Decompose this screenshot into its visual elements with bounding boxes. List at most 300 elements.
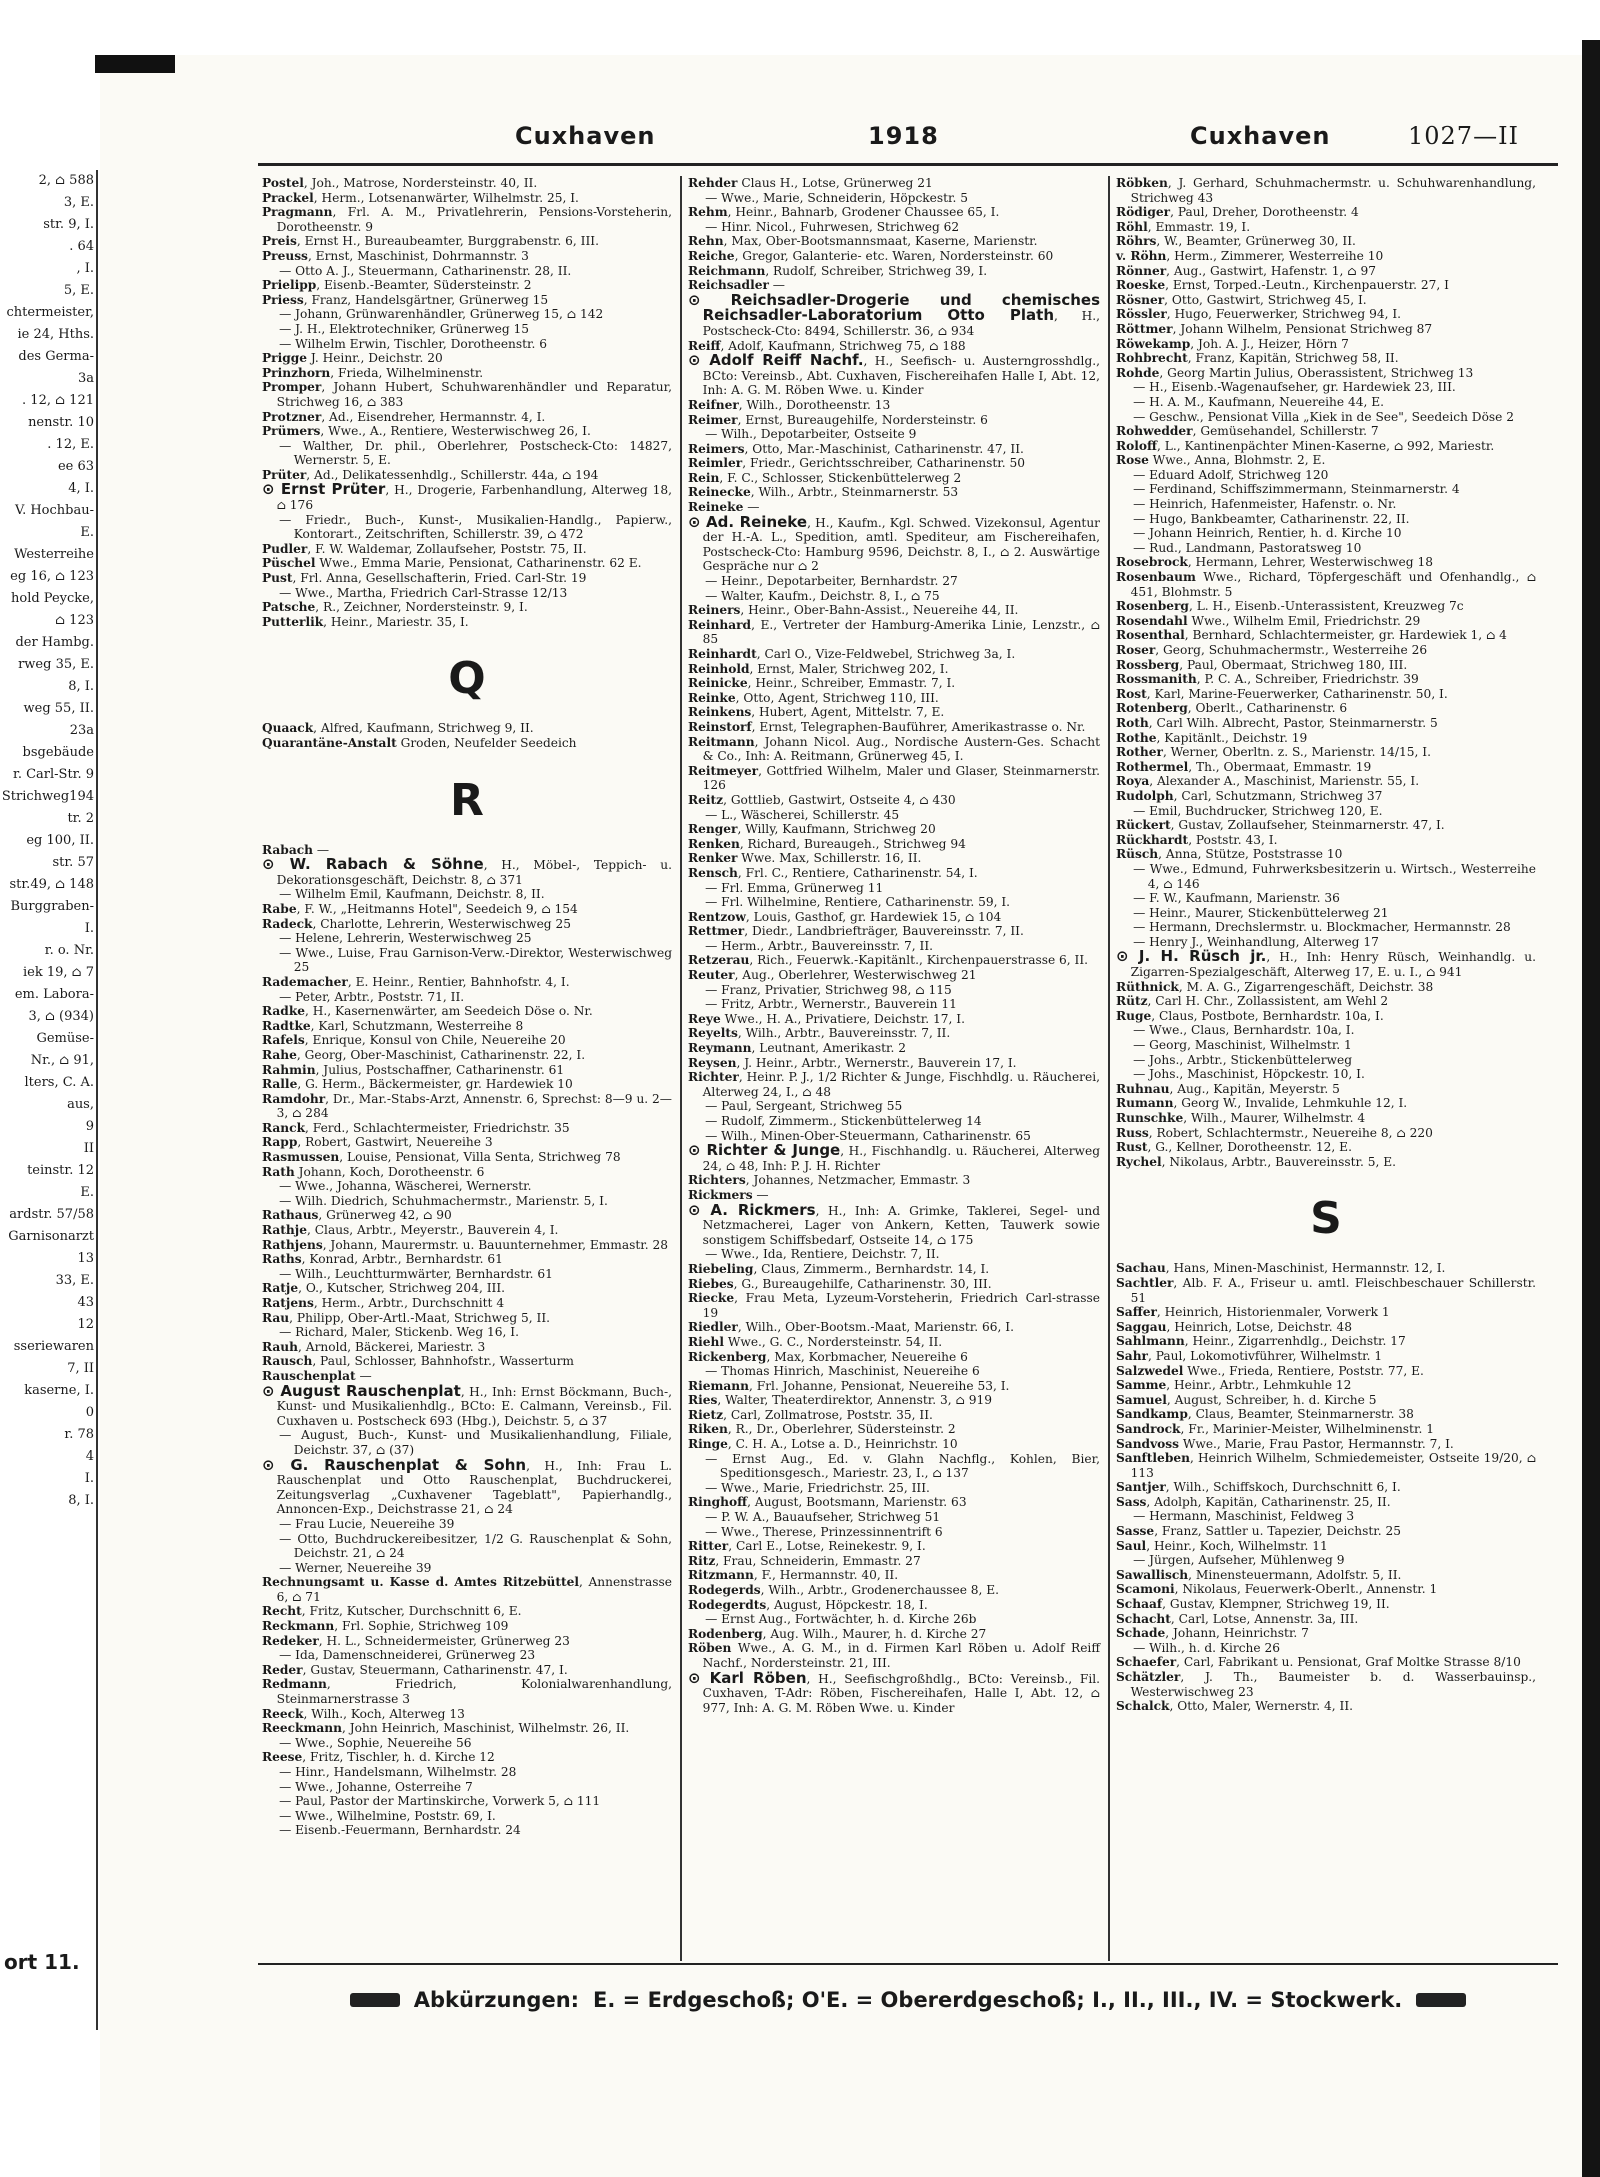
entry-name: Rothe (1116, 730, 1157, 745)
entry-name: Rehn (688, 234, 724, 249)
directory-entry (688, 1200, 1100, 1248)
entry-name: Rothermel (1116, 759, 1189, 774)
entry-name: Rodegerdts (688, 1597, 767, 1612)
gutter-line: Nr., ⌂ 91, (30, 1053, 94, 1068)
directory-entry (1116, 1699, 1536, 1714)
entry-name: Promper (262, 380, 322, 395)
directory-entry (262, 439, 672, 468)
entry-details: , O., Kutscher, Strichweg 204, III. (298, 1281, 506, 1296)
entry-name: Reifner (688, 397, 739, 412)
directory-entry (262, 205, 672, 234)
entry-name: Rosenthal (1116, 628, 1185, 643)
entry-details: , F. W. Waldemar, Zollaufseher, Poststr. 75, II. (307, 541, 587, 556)
entry-details: , Otto, Gastwirt, Strichweg 45, I. (1164, 292, 1367, 307)
entry-name: Sandkamp (1116, 1407, 1188, 1422)
entry-details: , Heinr., Bahnarb, Grodener Chaussee 65, I. (727, 205, 1000, 220)
directory-entry (1116, 891, 1536, 906)
entry-name: Rietz (688, 1407, 724, 1422)
section-letter: S (1310, 1193, 1342, 1245)
entry-name: Roeske (1116, 278, 1166, 293)
directory-entry (262, 1677, 672, 1706)
directory-entry (1116, 512, 1536, 527)
entry-details: Wwe., Marie, Frau Pastor, Hermannstr. 7, I. (1179, 1436, 1454, 1451)
entry-details: , Oberlt., Catharinenstr. 6 (1187, 701, 1348, 716)
directory-entry (688, 793, 1100, 808)
directory-entry (262, 482, 672, 512)
entry-details: — Paul, Sergeant, Strichweg 55 (705, 1099, 903, 1114)
entry-name: Rensch (688, 865, 738, 880)
directory-entry (262, 1033, 672, 1048)
directory-entry (1116, 672, 1536, 687)
directory-entry (262, 990, 672, 1005)
entry-name: Reinicke (688, 676, 748, 691)
directory-entry (262, 1092, 672, 1121)
entry-details: , Gemüsehandel, Schillerstr. 7 (1192, 424, 1379, 439)
footer-label: Abkürzungen: (413, 1988, 580, 2012)
entry-details: Groden, Neufelder Seedeich (396, 736, 577, 750)
directory-entry (1116, 1655, 1536, 1670)
gutter-line: Westerreihe (14, 547, 94, 562)
directory-entry (1116, 366, 1536, 381)
entry-details: J. Heinr., Deichstr. 20 (307, 351, 443, 366)
directory-entry (1116, 789, 1536, 804)
directory-entry (1116, 1305, 1536, 1320)
directory-entry (688, 676, 1100, 691)
directory-entry (688, 895, 1100, 910)
gutter-line: I. (84, 921, 94, 936)
directory-entry (688, 924, 1100, 939)
entry-name: Rotenberg (1116, 701, 1188, 716)
entry-details: , Paul, Schlosser, Bahnhofstr., Wasserturm (312, 1354, 574, 1369)
entry-name: Rychel (1116, 1154, 1162, 1169)
directory-entry (1116, 1553, 1536, 1568)
entry-name: Rodenberg (688, 1626, 763, 1641)
entry-details: , Hubert, Agent, Mittelstr. 7, E. (751, 705, 945, 720)
directory-entry (262, 1532, 672, 1561)
directory-entry (1116, 526, 1536, 541)
directory-entry (1116, 731, 1536, 746)
directory-entry (262, 176, 672, 191)
entry-details: , Fritz, Tischler, h. d. Kirche 12 (302, 1750, 495, 1765)
directory-entry (262, 1208, 672, 1223)
entry-details: , Poststr. 43, I. (1188, 832, 1278, 847)
entry-name: Reinecke (688, 485, 751, 500)
entry-details: , Gustav, Klempner, Strichweg 19, II. (1162, 1597, 1390, 1612)
entry-details: Wwe., H. A., Privatiere, Deichstr. 17, I. (720, 1011, 965, 1026)
entry-details: , H., Inh: A. Grimke, Taklerei, Segel- und Netzmacherei, Lager von Ankern, Ketten, Tauwerk sowie sonstigem Schiffsbedarf, Ostseite 14, ⌂ 175 (702, 1203, 1100, 1247)
gutter-line: str. 57 (52, 855, 94, 870)
entry-name: Roth (1116, 715, 1149, 730)
directory-entry (262, 1179, 672, 1194)
entry-details: , L. H., Eisenb.-Unterassistent, Kreuzweg 7c (1188, 599, 1464, 614)
directory-entry (262, 264, 672, 279)
directory-entry (1116, 1524, 1536, 1539)
entry-details: Wwe., G. C., Nordersteinstr. 54, II. (724, 1334, 943, 1349)
entry-name: Röbken (1116, 176, 1168, 190)
gutter-line: V. Hochbau- (14, 503, 94, 518)
column-3 (1116, 176, 1536, 1714)
entry-details: , Carl E., Lotse, Reinekestr. 9, I. (728, 1539, 926, 1554)
entry-details: , Herm., Lotsenanwärter, Wilhelmstr. 25, I. (313, 190, 579, 205)
gutter-line: 5, E. (63, 283, 94, 298)
directory-entry (688, 1408, 1100, 1423)
entry-name: Ritter (688, 1539, 729, 1554)
entry-details: , Dr., Mar.-Stabs-Arzt, Annenstr. 6, Sprechst: 8—9 u. 2—3, ⌂ 284 (276, 1091, 672, 1121)
entry-details: , Paul, Dreher, Dorotheenstr. 4 (1170, 205, 1359, 220)
directory-entry (262, 1194, 672, 1209)
directory-entry (262, 586, 672, 601)
entry-details: , Frau Meta, Lyzeum-Vorsteherin, Friedrich Carl-strasse 19 (702, 1291, 1100, 1320)
directory-entry (262, 975, 672, 990)
entry-details: , Hermann, Lehrer, Westerwischweg 18 (1187, 555, 1433, 570)
entry-name: Riecke (688, 1291, 735, 1306)
entry-name: Reeckmann (262, 1721, 343, 1736)
entry-name: Reichmann (688, 263, 766, 278)
entry-name: Rathjens (262, 1237, 323, 1252)
directory-entry (262, 556, 672, 571)
entry-name: Retzerau (688, 953, 750, 968)
directory-entry (688, 939, 1100, 954)
directory-entry (688, 764, 1100, 793)
entry-details: , H., Postscheck-Cto: 8494, Schillerstr. 36, ⌂ 934 (702, 309, 1100, 338)
entry-name: Ratje (262, 1281, 299, 1296)
entry-details: , Ernst, Telegraphen-Bauführer, Amerikastrasse o. Nr. (751, 719, 1086, 734)
entry-details: , Wilh., Arbtr., Bauvereinsstr. 7, II. (737, 1026, 951, 1041)
entry-name: Prielipp (262, 278, 317, 293)
gutter-line: Gemüse- (36, 1031, 94, 1046)
directory-entry (262, 1381, 672, 1429)
entry-details: , G. Herm., Bäckermeister, gr. Hardewiek 10 (297, 1077, 573, 1092)
directory-entry (1116, 1670, 1536, 1699)
entry-details: , Nikolaus, Arbtr., Bauvereinsstr. 5, E. (1161, 1154, 1397, 1169)
gutter-line: kaserne, I. (24, 1383, 94, 1398)
entry-details: , Franz, Sattler u. Tapezier, Deichstr. 25 (1154, 1524, 1401, 1539)
footer-text: E. = Erdgeschoß; O'E. = Obererdgeschoß; I., II., III., IV. = Stockwerk. (593, 1988, 1403, 2012)
directory-entry (688, 1627, 1100, 1642)
entry-name: v. Röhn (1116, 248, 1167, 263)
directory-entry (1116, 307, 1536, 322)
entry-name: Priess (262, 292, 304, 307)
entry-details: , W., Beamter, Grünerweg 30, II. (1156, 234, 1356, 249)
directory-entry (688, 1041, 1100, 1056)
entry-name: Sanftleben (1116, 1451, 1190, 1466)
entry-name: Ranck (262, 1120, 306, 1135)
directory-entry (688, 808, 1100, 823)
directory-entry (1116, 1509, 1536, 1524)
pointing-hand-icon (1416, 1993, 1466, 2007)
directory-entry (688, 1173, 1100, 1188)
entry-details: , Carl H. Chr., Zollassistent, am Wehl 2 (1147, 994, 1389, 1009)
directory-entry (688, 1364, 1100, 1379)
entry-details: , R., Dr., Oberlehrer, Südersteinstr. 2 (727, 1422, 956, 1437)
header-city-left: Cuxhaven (515, 122, 656, 150)
gutter-line: 4 (85, 1449, 94, 1464)
entry-name: ⊙ Karl Röben (688, 1668, 807, 1687)
directory-entry (1116, 716, 1536, 731)
directory-entry (1116, 1009, 1536, 1024)
directory-entry (262, 857, 672, 887)
entry-name: Rossmanith (1116, 672, 1197, 687)
entry-name: Röhrs (1116, 234, 1157, 249)
directory-entry (688, 471, 1100, 486)
entry-details: , Walter, Theaterdirektor, Annenstr. 3, ⌂ 919 (717, 1393, 992, 1408)
entry-details: , Ferd., Schlachtermeister, Friedrichstr. 35 (305, 1120, 570, 1135)
entry-name: Postel (262, 176, 304, 190)
directory-entry (688, 413, 1100, 428)
entry-name: ⊙ Ernst Prüter (262, 480, 386, 499)
entry-details: — Wilh., Depotarbeiter, Ostseite 9 (705, 427, 917, 442)
entry-details: , Paul, Lokomotivführer, Wilhelmstr. 1 (1147, 1348, 1383, 1363)
entry-details: — F. W., Kaufmann, Marienstr. 36 (1133, 891, 1340, 906)
directory-entry (1116, 1437, 1536, 1452)
entry-name: Riemann (688, 1378, 750, 1393)
entry-details: , Wilh., Arbtr., Grodenerchaussee 8, E. (760, 1583, 1000, 1597)
directory-entry (688, 205, 1100, 220)
gutter-line: lters, C. A. (24, 1075, 94, 1090)
entry-details: — Wwe., Marie, Schneiderin, Höpckestr. 5 (705, 190, 969, 205)
entry-name: Prinzhorn (262, 365, 331, 380)
directory-entry (688, 485, 1100, 500)
directory-entry (262, 1048, 672, 1063)
directory-entry (1116, 497, 1536, 512)
entry-details: Wwe., Frieda, Rentiere, Poststr. 77, E. (1183, 1363, 1424, 1378)
directory-entry (1116, 1422, 1536, 1437)
directory-entry (688, 997, 1100, 1012)
section-letter: Q (448, 653, 486, 705)
entry-name: Prigge (262, 351, 308, 366)
directory-entry (688, 837, 1100, 852)
directory-entry (1116, 1480, 1536, 1495)
entry-details: — Hinr. Nicol., Fuhrwesen, Strichweg 62 (705, 219, 960, 234)
entry-details: — Rud., Landmann, Pastoratsweg 10 (1133, 540, 1362, 555)
directory-entry (262, 1561, 672, 1576)
header-city-right: Cuxhaven (1190, 122, 1331, 150)
entry-details: — Jürgen, Aufseher, Mühlenweg 9 (1133, 1553, 1345, 1568)
entry-details: , Werner, Oberltn. z. S., Marienstr. 14/15, I. (1162, 745, 1431, 760)
entry-details: , Louis, Gasthof, gr. Hardewiek 15, ⌂ 104 (745, 909, 1002, 924)
entry-name: Reinkens (688, 705, 752, 720)
entry-details: , H., Kasernenwärter, am Seedeich Döse o. Nr. (305, 1004, 593, 1019)
entry-details: , Leutnant, Amerikastr. 2 (751, 1041, 906, 1056)
entry-details: — Wwe., Johanna, Wäscherei, Wernerstr. (279, 1179, 532, 1194)
entry-name: Pudler (262, 541, 308, 556)
entry-details: — Wwe., Claus, Bernhardstr. 10a, I. (1133, 1023, 1355, 1038)
directory-entry (1116, 1261, 1536, 1276)
entry-details: , Hans, Minen-Maschinist, Hermannstr. 12, I. (1165, 1261, 1446, 1276)
entry-details: — (355, 1368, 372, 1383)
directory-entry (1116, 1393, 1536, 1408)
directory-entry (688, 618, 1100, 647)
directory-entry (688, 1099, 1100, 1114)
entry-name: Schätzler (1116, 1670, 1181, 1684)
gutter-line: 3, E. (63, 195, 94, 210)
directory-entry (1116, 249, 1536, 264)
entry-details: , Max, Korbmacher, Neuereihe 6 (766, 1349, 968, 1364)
entry-details: , Johann Hubert, Schuhwarenhändler und Reparatur, Strichweg 16, ⌂ 383 (276, 380, 672, 409)
entry-details: — Wilh., Minen-Ober-Steuermann, Catharinenstr. 65 (705, 1128, 1031, 1143)
entry-name: Rose (1116, 453, 1149, 468)
entry-name: Reiff (688, 338, 721, 353)
directory-entry (1116, 949, 1536, 979)
entry-name: ⊙ W. Rabach & Söhne (262, 855, 484, 874)
entry-details: , Frl. Anna, Gesellschafterin, Fried. Carl-Str. 19 (292, 571, 587, 586)
directory-entry (688, 1525, 1100, 1540)
directory-entry (262, 1063, 672, 1078)
directory-entry (1116, 482, 1536, 497)
entry-name: Radtke (262, 1018, 311, 1033)
gutter-line: aus, (67, 1097, 94, 1112)
entry-details: , Alfred, Kaufmann, Strichweg 9, II. (313, 721, 534, 736)
directory-entry (262, 542, 672, 557)
pointing-hand-icon (350, 1993, 400, 2007)
entry-details: — Franz, Privatier, Strichweg 98, ⌂ 115 (705, 982, 952, 997)
entry-name: Riebes (688, 1276, 734, 1291)
directory-entry (688, 249, 1100, 264)
entry-details: — Walter, Kaufm., Deichstr. 8, I., ⌂ 75 (705, 588, 940, 603)
entry-details: , Heinrich, Historienmaler, Vorwerk 1 (1156, 1305, 1390, 1320)
entry-name: Riken (688, 1422, 728, 1437)
directory-entry (262, 887, 672, 902)
footer-rule (258, 1963, 1558, 1965)
gutter-line: 9 (85, 1119, 94, 1134)
directory-entry (262, 1135, 672, 1150)
entry-details: , H., Fischhandlg. u. Räucherei, Alterweg 24, ⌂ 48, Inh: P. J. H. Richter (702, 1144, 1100, 1173)
entry-details: , Ad., Delikatessenhdlg., Schillerstr. 44a, ⌂ 194 (306, 467, 599, 482)
entry-details: , Kapitänlt., Deichstr. 19 (1156, 730, 1308, 745)
gutter-line: eg 100, II. (26, 833, 94, 848)
entry-details: Wwe., Richard, Töpfergeschäft und Ofenhandlg., ⌂ 451, Blohmstr. 5 (1130, 570, 1536, 599)
entry-name: Reese (262, 1750, 303, 1765)
entry-details: — Heinrich, Hafenmeister, Hafenstr. o. Nr. (1133, 497, 1397, 512)
entry-details: — Emil, Buchdrucker, Strichweg 120, E. (1133, 803, 1383, 818)
gutter-line: , I. (76, 261, 94, 276)
entry-name: Reimler (688, 456, 743, 471)
entry-name: Reinke (688, 690, 736, 705)
entry-name: Runschke (1116, 1111, 1184, 1125)
entry-name: Renken (688, 836, 740, 851)
entry-details: — Paul, Pastor der Martinskirche, Vorwerk 5, ⌂ 111 (279, 1794, 601, 1809)
entry-details: — Wwe., Luise, Frau Garnison-Verw.-Direktor, Westerwischweg 25 (279, 945, 672, 975)
entry-name: Rosenberg (1116, 599, 1189, 614)
entry-name: Rasmussen (262, 1150, 340, 1165)
directory-entry (688, 720, 1100, 735)
entry-name: Rost (1116, 686, 1147, 701)
directory-entry (262, 1780, 672, 1795)
directory-entry (262, 1750, 672, 1765)
entry-name: Patsche (262, 600, 316, 615)
entry-details: — Ida, Damenschneiderei, Grünerweg 23 (279, 1648, 536, 1663)
gutter-line: 3a (77, 371, 94, 386)
entry-name: Pust (262, 571, 293, 586)
directory-entry (688, 427, 1100, 442)
entry-details: , Frieda, Wilhelminenstr. (330, 365, 484, 380)
directory-entry (1116, 293, 1536, 308)
directory-entry (262, 410, 672, 425)
entry-name: Riedler (688, 1320, 738, 1335)
entry-name: Rapp (262, 1135, 298, 1150)
entry-name: Roser (1116, 643, 1156, 657)
entry-details: — Frau Lucie, Neuereihe 39 (279, 1516, 455, 1531)
entry-details: , J. Gerhard, Schuhmachermstr. u. Schuhwarenhandlung, Strichweg 43 (1130, 176, 1536, 205)
directory-entry (1116, 1641, 1536, 1656)
entry-details: , Diedr., Landbriefträger, Bauvereinsstr. 7, II. (744, 924, 1024, 939)
entry-name: Protzner (262, 409, 322, 424)
entry-name: Reye (688, 1011, 721, 1026)
directory-entry (262, 1604, 672, 1619)
directory-entry (1116, 439, 1536, 454)
directory-entry (688, 910, 1100, 925)
directory-entry (1116, 994, 1536, 1009)
entry-details: , Eisenb.-Beamter, Südersteinstr. 2 (316, 278, 532, 293)
entry-details: — Wilh., h. d. Kirche 26 (1133, 1640, 1280, 1655)
gutter-line: 12 (77, 1317, 94, 1332)
gutter-line: Garnisonarzt (8, 1229, 94, 1244)
directory-entry (262, 1165, 672, 1180)
entry-details: — Hugo, Bankbeamter, Catharinenstr. 22, II. (1133, 511, 1410, 526)
directory-entry (688, 603, 1100, 618)
directory-entry (262, 337, 672, 352)
directory-entry (1116, 745, 1536, 760)
gutter-line: teinstr. 12 (27, 1163, 94, 1178)
entry-name: Samuel (1116, 1392, 1167, 1407)
entry-name: Rehder (688, 176, 738, 190)
entry-name: Rust (1116, 1140, 1148, 1155)
entry-details: , Robert, Gastwirt, Neuereihe 3 (297, 1135, 493, 1150)
directory-entry (688, 353, 1100, 398)
entry-name: Rösner (1116, 292, 1165, 307)
entry-name: Reitz (688, 792, 724, 807)
entry-details: — Wwe., Ida, Rentiere, Deichstr. 7, II. (705, 1247, 940, 1262)
entry-details: — J. H., Elektrotechniker, Grünerweg 15 (279, 321, 530, 336)
directory-entry (688, 1070, 1100, 1099)
directory-entry (1116, 906, 1536, 921)
entry-details: — Hermann, Drechslermstr. u. Blockmacher, Hermannstr. 28 (1133, 920, 1511, 935)
entry-details: Wwe., Anna, Blohmstr. 2, E. (1148, 453, 1326, 468)
entry-name: Renker (688, 851, 738, 866)
entry-name: Quaack (262, 721, 314, 736)
entry-details: — Johs., Arbtr., Stickenbüttelerweg (1133, 1052, 1352, 1067)
directory-entry (1116, 920, 1536, 935)
header-year: 1918 (868, 122, 939, 150)
entry-name: Rückhardt (1116, 832, 1189, 847)
directory-entry (1116, 322, 1536, 337)
directory-entry (1116, 541, 1536, 556)
entry-details: , Georg, Ober-Maschinist, Catharinenstr. 22, I. (296, 1047, 586, 1062)
entry-details: , Heinrich Wilhelm, Schmiedemeister, Ostseite 19/20, ⌂ 113 (1130, 1451, 1536, 1480)
entry-name: Reyelts (688, 1026, 738, 1041)
entry-name: Rath (262, 1164, 295, 1179)
entry-details: , Ernst, Maler, Strichweg 202, I. (749, 661, 949, 676)
entry-name: Reinhold (688, 661, 750, 676)
entry-name: Riehl (688, 1334, 725, 1349)
gutter-line: 43 (77, 1295, 94, 1310)
entry-details: , Joh., Matrose, Nordersteinstr. 40, II. (303, 176, 538, 190)
entry-name: Reimer (688, 412, 738, 427)
gutter-rule (96, 170, 98, 2030)
entry-name: ⊙ Reichsadler-Drogerie und chemisches Reichsadler-Laboratorium Otto Plath (688, 290, 1100, 325)
entry-name: Quarantäne-Anstalt (262, 736, 397, 750)
entry-name: Rauh (262, 1339, 299, 1354)
entry-name: Reder (262, 1662, 303, 1677)
gutter-line: I. (84, 1471, 94, 1486)
entry-details: , Carl, Fabrikant u. Pensionat, Graf Moltke Strasse 8/10 (1176, 1655, 1521, 1670)
directory-entry (262, 1340, 672, 1355)
entry-details: Claus H., Lotse, Grünerweg 21 (737, 176, 933, 190)
entry-details: , Minensteuermann, Adolfstr. 5, II. (1188, 1567, 1402, 1582)
entry-name: Rother (1116, 745, 1163, 760)
entry-details: — Wwe., Edmund, Fuhrwerksbesitzerin u. Wirtsch., Westerreihe 4, ⌂ 146 (1133, 861, 1536, 891)
entry-name: Saggau (1116, 1319, 1167, 1334)
